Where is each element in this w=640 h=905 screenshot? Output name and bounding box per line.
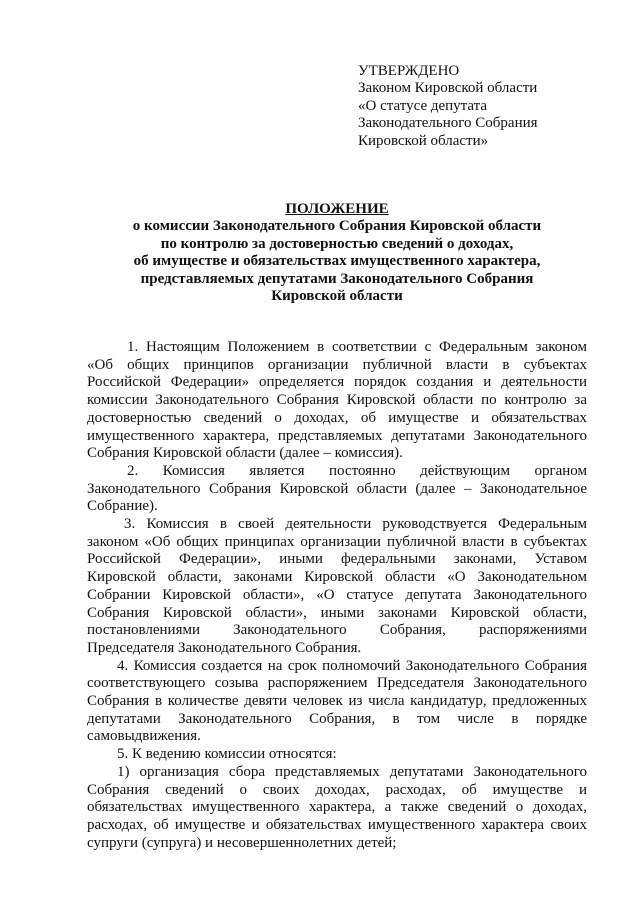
text-line: законом «Об общих принципах организации публичной власти в субъектах [87,533,587,550]
paragraph-3 [87,516,587,658]
approval-line: УТВЕРЖДЕНО [358,63,460,79]
text-line: Российской Федерации», иными федеральными законами, Уставом [87,551,587,568]
paragraph-4 [87,658,587,747]
text-line: Кировской области, законами Кировской области «О Законодательном [87,569,587,586]
text-line: Собрания сведений о своих доходах, расходах, об имуществе и [87,781,587,798]
document-body [87,339,587,852]
title-heading: ПОЛОЖЕНИЕ [285,201,389,217]
text-line: Законодательного Собрания Кировской области (далее – Законодательное [87,480,587,497]
text-line: супруги (супруга) и несовершеннолетних детей; [87,834,397,851]
text-line: Собрании Кировской области», «О статусе депутата Законодательного [87,586,587,603]
text-line: «Об общих принципов организации публичной власти в субъектах [87,356,587,373]
text-line: Собрания в количестве девяти человек из числа кандидатур, предложенных [87,693,587,710]
text-line: 3. Комиссия в своей деятельности руководствуется Федеральным [124,516,587,533]
text-line: 1) организация сбора представляемых депутатами Законодательного [117,763,587,780]
title-line: о комиссии Законодательного Собрания Кировской области [132,218,542,235]
approval-line: Законодательного Собрания [358,115,538,132]
approval-line: «О статусе депутата [358,97,488,114]
text-line: имущественного характера, представляемых депутатами Законодательного [87,427,587,444]
text-line: обязательствах имущественного характера, а также сведений о доходах, [87,799,587,816]
text-line: 4. Комиссия создается на срок полномочий Законодательного Собрания [117,657,587,674]
paragraph-1 [87,339,587,463]
paragraph-6 [87,764,587,853]
text-line: достоверностью сведений о доходах, об имуществе и обязательствах [87,409,587,426]
text-line: 1. Настоящим Положением в соответствии с Федеральным законом [127,339,587,355]
text-line: Председателя Законодательного Собрания. [87,639,362,656]
title-line: Кировской области [271,288,403,305]
text-line: депутатами Законодательного Собрания, в том числе в порядке [87,710,587,727]
approval-line: Кировской области» [358,132,489,149]
text-line: самовыдвижения. [87,728,201,745]
document-title [87,201,587,305]
paragraph-5 [87,746,587,764]
title-line: об имуществе и обязательствах имущественного характера, [133,253,541,270]
text-line: Собрания Кировской области (далее – комиссия). [87,445,403,462]
approval-line: Законом Кировской области [358,80,538,97]
title-line: по контролю за достоверностью сведений о доходах, [160,235,514,252]
text-line: соответствующего созыва распоряжением Председателя Законодательного [87,675,587,692]
approval-block [358,63,538,150]
text-line: Собрание). [87,498,158,515]
text-line: Собрания Кировской области», иными законами Кировской области, [87,604,587,621]
paragraph-2 [87,463,587,516]
text-line: расходах, об имуществе и обязательствах имущественного характера своих [87,816,587,833]
title-line: представляемых депутатами Законодательного Собрания [140,270,534,287]
text-line: 2. Комиссия является постоянно действующим органом [127,462,587,479]
text-line: Российской Федерации» определяется порядок создания и деятельности [87,374,587,391]
text-line: комиссии Законодательного Собрания Кировской области по контролю за [87,392,587,409]
text-line: постановлениями Законодательного Собрания, распоряжениями [87,622,587,639]
text-line: 5. К ведению комиссии относятся: [117,746,337,763]
